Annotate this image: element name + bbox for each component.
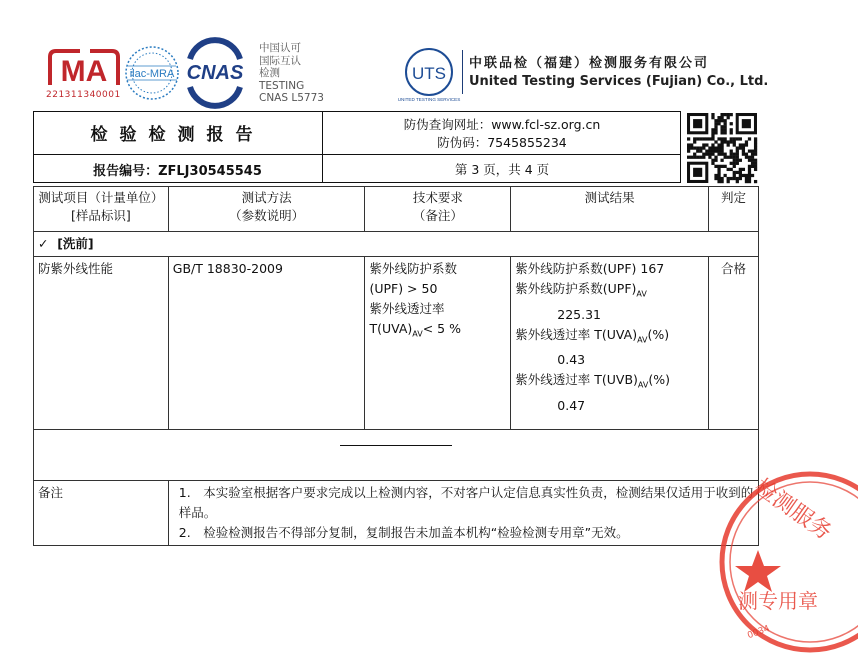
ilac-text: ilac-MRA <box>129 68 175 80</box>
cnas-text: CNAS <box>186 62 244 84</box>
header-verdict: 判定 <box>709 187 759 232</box>
table-row <box>34 257 759 430</box>
cnas-logo <box>180 45 250 101</box>
section-row <box>34 232 759 257</box>
notes-cell <box>168 481 758 546</box>
cell-item: 防紫外线性能 <box>34 257 169 430</box>
verify-url: 防伪查询网址：www.fcl-sz.org.cn <box>403 117 601 132</box>
verification-info <box>323 111 681 155</box>
report-number: 报告编号：ZFLJ30545545 <box>33 155 323 183</box>
notes-label: 备注 <box>34 481 169 546</box>
table-header-row <box>34 187 759 232</box>
test-results-table <box>33 186 759 546</box>
report-title: 检验检测报告 <box>33 111 323 155</box>
cell-requirement: 紫外线防护系数 (UPF) > 50 紫外线透过率 $T(UVA)_{AV}< 5$ % <box>365 257 511 430</box>
stamp-text-bottom: 测专用章 <box>738 589 818 613</box>
header-requirement: 技术要求 （备注） <box>365 187 511 232</box>
uts-logo <box>398 44 460 104</box>
cma-logo <box>46 47 122 89</box>
end-marker-cell <box>34 430 759 481</box>
cell-method: GB/T 18830-2009 <box>168 257 365 430</box>
cell-verdict: 合格 <box>709 257 759 430</box>
header-method: 测试方法 （参数说明） <box>168 187 365 232</box>
accreditation-line: 检测 <box>259 67 280 79</box>
company-name-en: United Testing Services (Fujian) Co., Ltd. <box>469 74 769 89</box>
svg-text:MA: MA <box>60 55 108 88</box>
accreditation-text <box>259 42 324 105</box>
header-item: 测试项目（计量单位） [样品标识] <box>34 187 169 232</box>
header-divider <box>462 50 463 94</box>
qr-code <box>687 113 757 183</box>
end-marker-row <box>34 430 759 481</box>
section-label: [洗前] <box>57 236 94 251</box>
notes-row <box>34 481 759 546</box>
end-line <box>340 445 452 446</box>
accreditation-line: CNAS L5773 <box>259 92 324 104</box>
cell-result: 紫外线防护系数(UPF) 167 紫外线防护系数$(UPF)_{AV}$ 225.31 紫外线透过率 $T(UVA)_{AV}(\%)$ 0.43 紫外线透过率 $T(UVB)_{AV}(\%)$ 0.47 <box>511 257 709 430</box>
section-cell <box>34 232 759 257</box>
stamp-text-top: 检测服务 <box>749 474 836 546</box>
page-info: 第 3 页，共 4 页 <box>454 162 550 177</box>
inspection-seal-stamp <box>718 470 858 660</box>
note-2: 2. 检验检测报告不得部分复制，复制报告未加盖本机构“检验检测专用章”无效。 <box>178 525 629 540</box>
verify-code: 防伪码：7545855234 <box>437 135 567 150</box>
uts-text: UTS <box>412 64 446 83</box>
accreditation-line: TESTING <box>259 79 305 92</box>
company-name-cn: 中联品检（福建）检测服务有限公司 <box>469 56 710 71</box>
uts-ring-text: UNITED TESTING SERVICES <box>397 97 461 102</box>
check-icon: ✓ <box>38 236 49 251</box>
stamp-number: 0034 <box>746 624 772 642</box>
note-1: 1. 本实验室根据客户要求完成以上检测内容，不对客户认定信息真实性负责，检测结果仅适用于收到的样品。 <box>178 485 754 520</box>
header-result: 测试结果 <box>511 187 709 232</box>
accreditation-line: 国际互认 <box>259 54 301 67</box>
cma-number: 221311340001 <box>46 90 121 100</box>
ilac-mra-logo <box>122 44 182 102</box>
accreditation-line: 中国认可 <box>259 42 301 54</box>
